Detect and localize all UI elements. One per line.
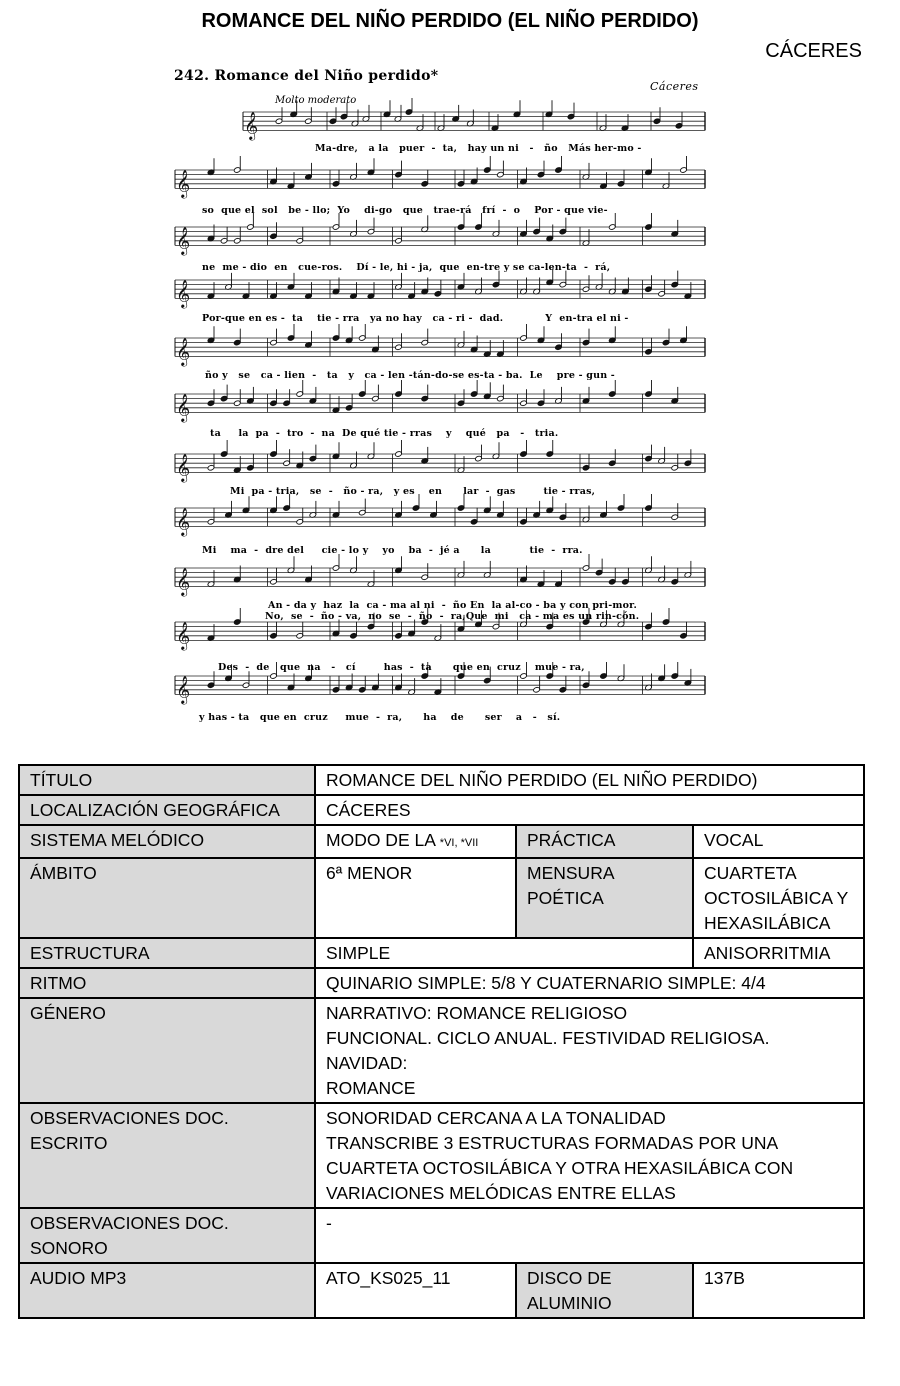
lyric-line: Mi pa - tria, se - ño - ra, y es en lar - gas tie - rras,	[230, 486, 596, 497]
row-obs-escrito	[19, 1103, 864, 1208]
genero-label: GÉNERO	[19, 998, 315, 1103]
row-obs-sonoro	[19, 1208, 864, 1263]
score-location: Cáceres	[650, 80, 699, 93]
page-title: ROMANCE DEL NIÑO PERDIDO (EL NIÑO PERDIDO)	[201, 10, 699, 32]
score-tempo: Molto moderato	[275, 95, 357, 106]
treble-clef-icon: 𝄞	[176, 453, 191, 482]
row-ritmo	[19, 968, 864, 998]
ritmo-label: RITMO	[19, 968, 315, 998]
lyric-line: so que el sol be - llo; Yo di-go que trae-rá frí - o Por - que vie-	[202, 205, 608, 216]
lyric-line: Mi ma - dre del cie - lo y yo ba - jé a la tie - rra.	[202, 545, 583, 556]
obs-escrito-value	[315, 1103, 864, 1208]
practica-label: PRÁCTICA	[516, 825, 693, 858]
obs-sonoro-label: OBSERVACIONES DOC. SONORO	[19, 1208, 315, 1263]
mensura-value-line: OCTOSILÁBICA Y	[704, 888, 849, 908]
sistema-note: *VI, *VII	[439, 837, 479, 849]
lyric-line: ne me - dio en cue-ros. Dí - le, hi - ja, que en-tre y se ca-len-ta - rá,	[202, 262, 611, 273]
row-estructura	[19, 938, 864, 968]
row-sistema	[19, 825, 864, 858]
mensura-value	[693, 858, 864, 938]
treble-clef-icon: 𝄞	[176, 507, 191, 536]
titulo-label: TÍTULO	[19, 765, 315, 795]
music-score	[165, 62, 715, 732]
practica-value: VOCAL	[693, 825, 864, 858]
disco-value: 137B	[693, 1263, 864, 1318]
audio-value: ATO_KS025_11	[315, 1263, 516, 1318]
treble-clef-icon: 𝄞	[176, 621, 191, 650]
treble-clef-icon: 𝄞	[176, 279, 191, 308]
lyric-line: y has - ta que en cruz mue - ra, ha de ser a - sí.	[199, 712, 561, 723]
treble-clef-icon: 𝄞	[176, 337, 191, 366]
row-ambito	[19, 858, 864, 938]
disco-label-line: ALUMINIO	[527, 1293, 612, 1313]
row-audio	[19, 1263, 864, 1318]
estructura-label: ESTRUCTURA	[19, 938, 315, 968]
treble-clef-icon: 𝄞	[244, 111, 259, 140]
ambito-label: ÁMBITO	[19, 858, 315, 938]
localizacion-label: LOCALIZACIÓN GEOGRÁFICA	[19, 795, 315, 825]
mensura-label-line: MENSURA	[527, 863, 615, 883]
estructura-extra: ANISORRITMIA	[693, 938, 864, 968]
obs-sonoro-value: -	[315, 1208, 864, 1263]
disco-label-line: DISCO DE	[527, 1268, 612, 1288]
obs-escrito-line: SONORIDAD CERCANA A LA TONALIDAD	[326, 1108, 666, 1128]
lyric-line: Des - de que na - cí has - ta que en cruz mue - ra,	[218, 662, 585, 673]
lyric-line: ño y se ca - lien - ta y ca - len -tán-do-se es-ta - ba. Le pre - gun -	[205, 370, 615, 381]
mensura-value-line: CUARTETA	[704, 863, 797, 883]
row-genero	[19, 998, 864, 1103]
sistema-value: MODO DE LA	[326, 830, 435, 850]
lyric-line: An - da y haz la ca - ma al ni - ño En la al-co - ba y con pri-mor.	[268, 600, 637, 611]
mensura-label	[516, 858, 693, 938]
treble-clef-icon: 𝄞	[176, 169, 191, 198]
audio-label: AUDIO MP3	[19, 1263, 315, 1318]
row-titulo	[19, 765, 864, 795]
obs-escrito-line: CUARTETA OCTOSILÁBICA Y OTRA HEXASILÁBICA CON	[326, 1158, 794, 1178]
score-title: 242. Romance del Niño perdido*	[174, 68, 439, 84]
treble-clef-icon: 𝄞	[176, 567, 191, 596]
ambito-value: 6ª MENOR	[315, 858, 516, 938]
lyric-line: ta la pa - tro - na De qué tie - rras y qué pa - tria.	[210, 428, 559, 439]
genero-value	[315, 998, 864, 1103]
mensura-value-line: HEXASILÁBICA	[704, 913, 831, 933]
lyric-line: No, se - ño - va, no se - ño - ra,Que mi ca - ma es un rin-cón.	[265, 611, 640, 622]
treble-clef-icon: 𝄞	[176, 393, 191, 422]
info-table	[18, 764, 865, 1319]
genero-line: ROMANCE	[326, 1078, 416, 1098]
treble-clef-icon: 𝄞	[176, 675, 191, 704]
obs-escrito-label: OBSERVACIONES DOC. ESCRITO	[19, 1103, 315, 1208]
mensura-label-line: POÉTICA	[527, 888, 604, 908]
ritmo-value: QUINARIO SIMPLE: 5/8 Y CUATERNARIO SIMPLE: 4/4	[315, 968, 864, 998]
treble-clef-icon: 𝄞	[176, 226, 191, 255]
obs-escrito-line: TRANSCRIBE 3 ESTRUCTURAS FORMADAS POR UNA	[326, 1133, 779, 1153]
titulo-value: ROMANCE DEL NIÑO PERDIDO (EL NIÑO PERDIDO)	[315, 765, 864, 795]
disco-label	[516, 1263, 693, 1318]
sistema-label: SISTEMA MELÓDICO	[19, 825, 315, 858]
estructura-value: SIMPLE	[315, 938, 693, 968]
row-localizacion	[19, 795, 864, 825]
lyric-line: Ma-dre, a la puer - ta, hay un ni - ño Más her-mo -	[315, 143, 642, 154]
page-location: CÁCERES	[765, 40, 862, 62]
obs-escrito-line: VARIACIONES MELÓDICAS ENTRE ELLAS	[326, 1183, 676, 1203]
genero-line: NARRATIVO: ROMANCE RELIGIOSO	[326, 1003, 628, 1023]
genero-line: FUNCIONAL. CICLO ANUAL. FESTIVIDAD RELIGIOSA. NAVIDAD:	[326, 1028, 770, 1073]
sistema-cell	[315, 825, 516, 858]
localizacion-value: CÁCERES	[315, 795, 864, 825]
lyric-line: Por-que en es - ta tie - rra ya no hay ca - ri - dad. Y en-tra el ni -	[202, 313, 629, 324]
